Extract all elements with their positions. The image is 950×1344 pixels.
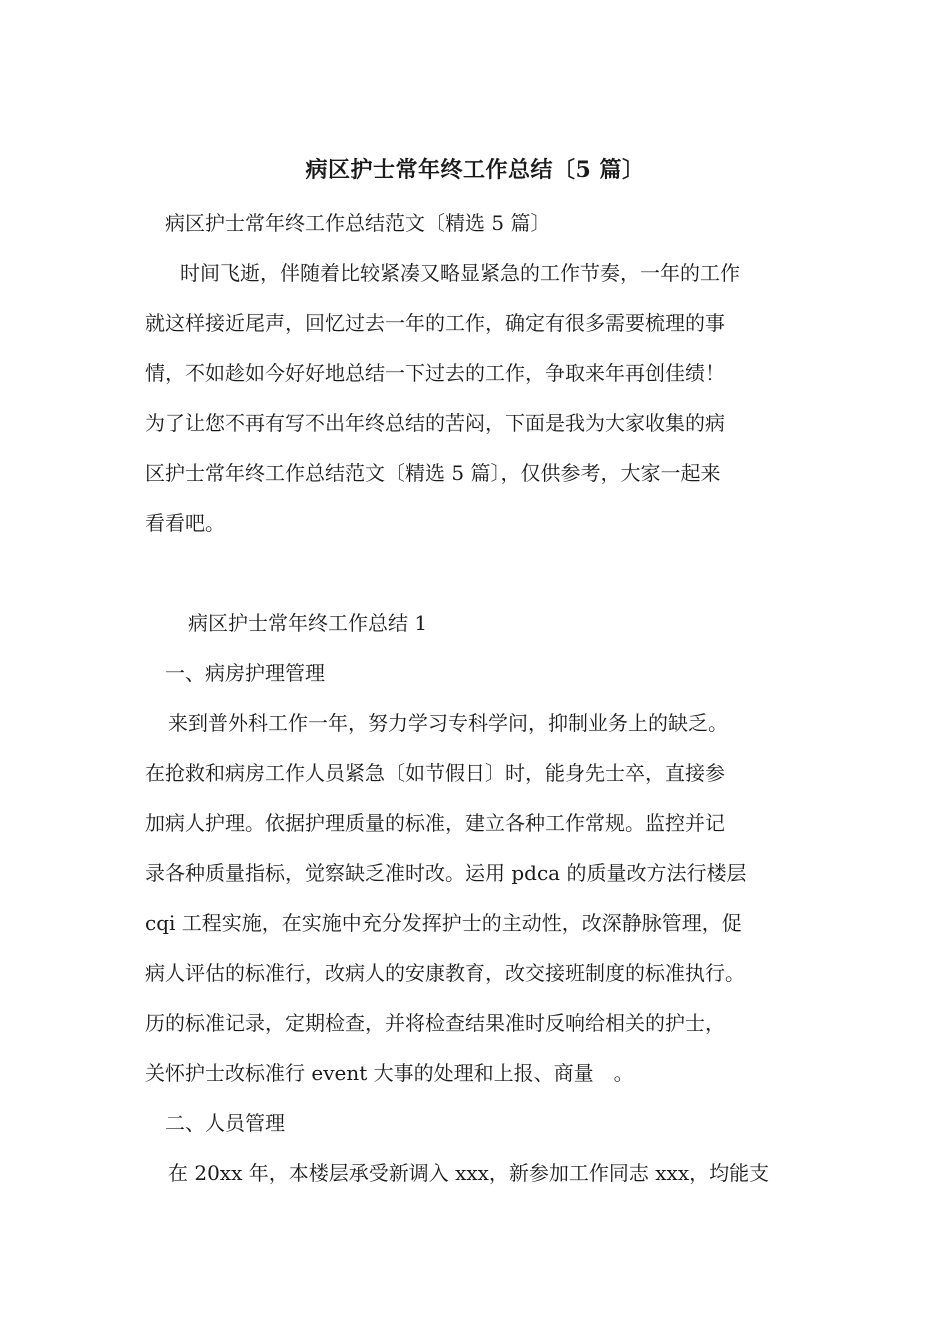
body-line: 来到普外科工作一年，努力学习专科学问，抑制业务上的缺乏。 — [168, 711, 728, 735]
body-line: 病人评估的标准行，改病人的安康教育，改交接班制度的标准执行。 — [145, 961, 745, 985]
intro-line: 区护士常年终工作总结范文〔精选 5 篇〕，仅供参考，大家一起来 — [145, 461, 721, 485]
section-heading: 病区护士常年终工作总结 1 — [188, 611, 428, 635]
body-line: 在 20xx 年，本楼层承受新调入 xxx，新参加工作同志 xxx，均能支 — [168, 1161, 770, 1185]
body-line: 加病人护理。依据护理质量的标准，建立各种工作常规。监控并记 — [145, 811, 725, 835]
intro-line: 情，不如趁如今好好地总结一下过去的工作，争取来年再创佳绩！ — [145, 361, 725, 385]
intro-line: 为了让您不再有写不出年终总结的苦闷，下面是我为大家收集的病 — [145, 411, 725, 435]
body-line: 在抢救和病房工作人员紧急〔如节假日〕时，能身先士卒，直接参 — [145, 761, 725, 785]
body-line: 历的标准记录，定期检查，并将检查结果准时反响给相关的护士， — [145, 1011, 725, 1035]
part-heading: 一、病房护理管理 — [165, 661, 325, 685]
intro-line: 时间飞逝，伴随着比较紧凑又略显紧急的工作节奏，一年的工作 — [180, 261, 740, 285]
body-line: 关怀护士改标准行 event 大事的处理和上报、商量 。 — [145, 1061, 634, 1085]
intro-line: 就这样接近尾声，回忆过去一年的工作，确定有很多需要梳理的事 — [145, 311, 725, 335]
intro-line: 看看吧。 — [145, 511, 225, 535]
body-line: 录各种质量指标，觉察缺乏准时改。运用 pdca 的质量改方法行楼层 — [145, 861, 747, 885]
document-subtitle: 病区护士常年终工作总结范文〔精选 5 篇〕 — [165, 211, 551, 235]
document-title: 病区护士常年终工作总结〔5 篇〕 — [305, 157, 645, 183]
part-heading: 二、人员管理 — [165, 1111, 285, 1135]
body-line: cqi 工程实施，在实施中充分发挥护士的主动性，改深静脉管理，促 — [145, 911, 742, 935]
